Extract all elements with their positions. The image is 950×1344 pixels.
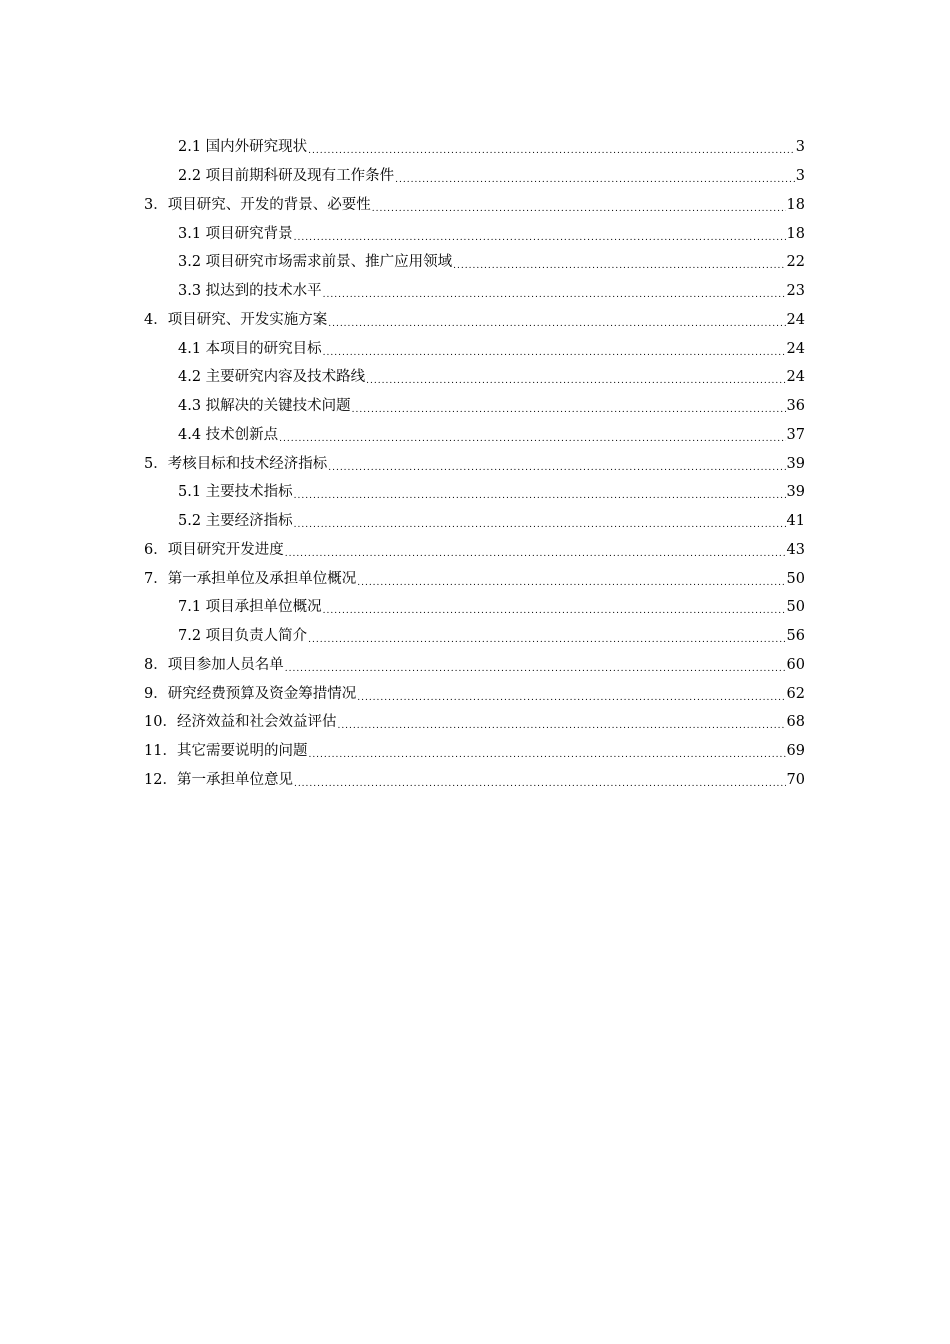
toc-entry[interactable] [0,679,950,708]
toc-entry-title: 3．项目研究、开发的背景、必要性 [144,196,371,213]
toc-entry-title: 4.3 拟解决的关键技术问题 [178,398,351,415]
toc-entry[interactable] [0,133,950,162]
toc-entry-page: 39 [786,484,805,501]
toc-entry-page: 37 [786,426,805,443]
toc-entry-page: 50 [786,599,805,616]
toc-leader-dots [323,343,786,363]
toc-leader-dots [323,601,786,621]
toc-entry-page: 24 [786,311,805,328]
toc-entry[interactable] [0,248,950,277]
toc-entry-page: 60 [786,656,805,673]
toc-entry[interactable] [0,277,950,306]
toc-entry[interactable] [0,219,950,248]
toc-leader-dots [294,774,786,794]
toc-leader-dots [308,745,785,765]
toc-entry-page: 68 [786,714,805,731]
toc-entry-page: 70 [786,771,805,788]
toc-entry[interactable] [0,507,950,536]
toc-entry[interactable] [0,162,950,191]
toc-entry-title: 2.1 国内外研究现状 [178,139,308,156]
toc-leader-dots [372,199,786,219]
toc-entry-title: 7．第一承担单位及承担单位概况 [144,570,357,587]
toc-leader-dots [395,170,795,190]
toc-leader-dots [357,573,785,593]
toc-entry-page: 62 [786,685,805,702]
toc-leader-dots [308,630,785,650]
toc-leader-dots [337,716,785,736]
toc-leader-dots [366,371,785,391]
toc-leader-dots [279,429,785,449]
toc-entry-page: 43 [786,541,805,558]
toc-entry[interactable] [0,708,950,737]
toc-entry[interactable] [0,449,950,478]
toc-entry-page: 50 [786,570,805,587]
toc-entry-title: 4．项目研究、开发实施方案 [144,311,328,328]
toc-leader-dots [308,141,795,161]
toc-entry-title: 4.4 技术创新点 [178,426,279,443]
toc-entry-page: 24 [786,340,805,357]
toc-entry-title: 9．研究经费预算及资金筹措情况 [144,685,357,702]
toc-entry[interactable] [0,421,950,450]
toc-entry-title: 4.1 本项目的研究目标 [178,340,322,357]
toc-leader-dots [294,486,786,506]
toc-entry-page: 18 [786,196,805,213]
toc-leader-dots [328,458,785,478]
toc-entry[interactable] [0,766,950,795]
toc-entry-title: 8．项目参加人员名单 [144,656,284,673]
toc-entry-title: 3.3 拟达到的技术水平 [178,283,322,300]
toc-entry-title: 5.1 主要技术指标 [178,484,293,501]
toc-entry-title: 7.2 项目负责人简介 [178,628,308,645]
toc-entry-page: 24 [786,369,805,386]
toc-entry-title: 3.1 项目研究背景 [178,225,293,242]
toc-entry-title: 3.2 项目研究市场需求前景、推广应用领域 [178,254,453,271]
toc-leader-dots [328,314,785,334]
toc-entry-title: 5．考核目标和技术经济指标 [144,455,328,472]
toc-entry-page: 3 [795,139,805,156]
toc-leader-dots [323,285,786,305]
toc-leader-dots [352,400,786,420]
toc-leader-dots [285,659,786,679]
toc-entry[interactable] [0,334,950,363]
toc-entry-title: 12．第一承担单位意见 [144,771,293,788]
toc-entry-title: 6．项目研究开发进度 [144,541,284,558]
toc-entry-page: 3 [795,168,805,185]
toc-entry-page: 23 [786,283,805,300]
toc-entry-page: 56 [786,628,805,645]
toc-entry[interactable] [0,392,950,421]
toc-leader-dots [357,688,785,708]
toc-entry[interactable] [0,593,950,622]
toc-entry-page: 69 [786,743,805,760]
toc-leader-dots [453,256,785,276]
toc-entry-page: 36 [786,398,805,415]
toc-entry-title: 10．经济效益和社会效益评估 [144,714,337,731]
toc-entry[interactable] [0,651,950,680]
toc-entry-title: 5.2 主要经济指标 [178,513,293,530]
toc-leader-dots [294,228,786,248]
toc-entry[interactable] [0,622,950,651]
toc-entry[interactable] [0,363,950,392]
toc-entry-page: 41 [786,513,805,530]
toc-entry[interactable] [0,737,950,766]
toc-entry[interactable] [0,478,950,507]
toc-entry-page: 18 [786,225,805,242]
toc-entry[interactable] [0,306,950,335]
toc-leader-dots [285,544,786,564]
toc-leader-dots [294,515,786,535]
table-of-contents [0,133,950,794]
toc-entry-page: 39 [786,455,805,472]
toc-entry[interactable] [0,564,950,593]
toc-entry-title: 2.2 项目前期科研及现有工作条件 [178,168,395,185]
toc-entry-title: 4.2 主要研究内容及技术路线 [178,369,366,386]
toc-entry-title: 7.1 项目承担单位概况 [178,599,322,616]
toc-entry[interactable] [0,191,950,220]
toc-entry-title: 11．其它需要说明的问题 [144,743,308,760]
toc-entry-page: 22 [786,254,805,271]
toc-entry[interactable] [0,536,950,565]
